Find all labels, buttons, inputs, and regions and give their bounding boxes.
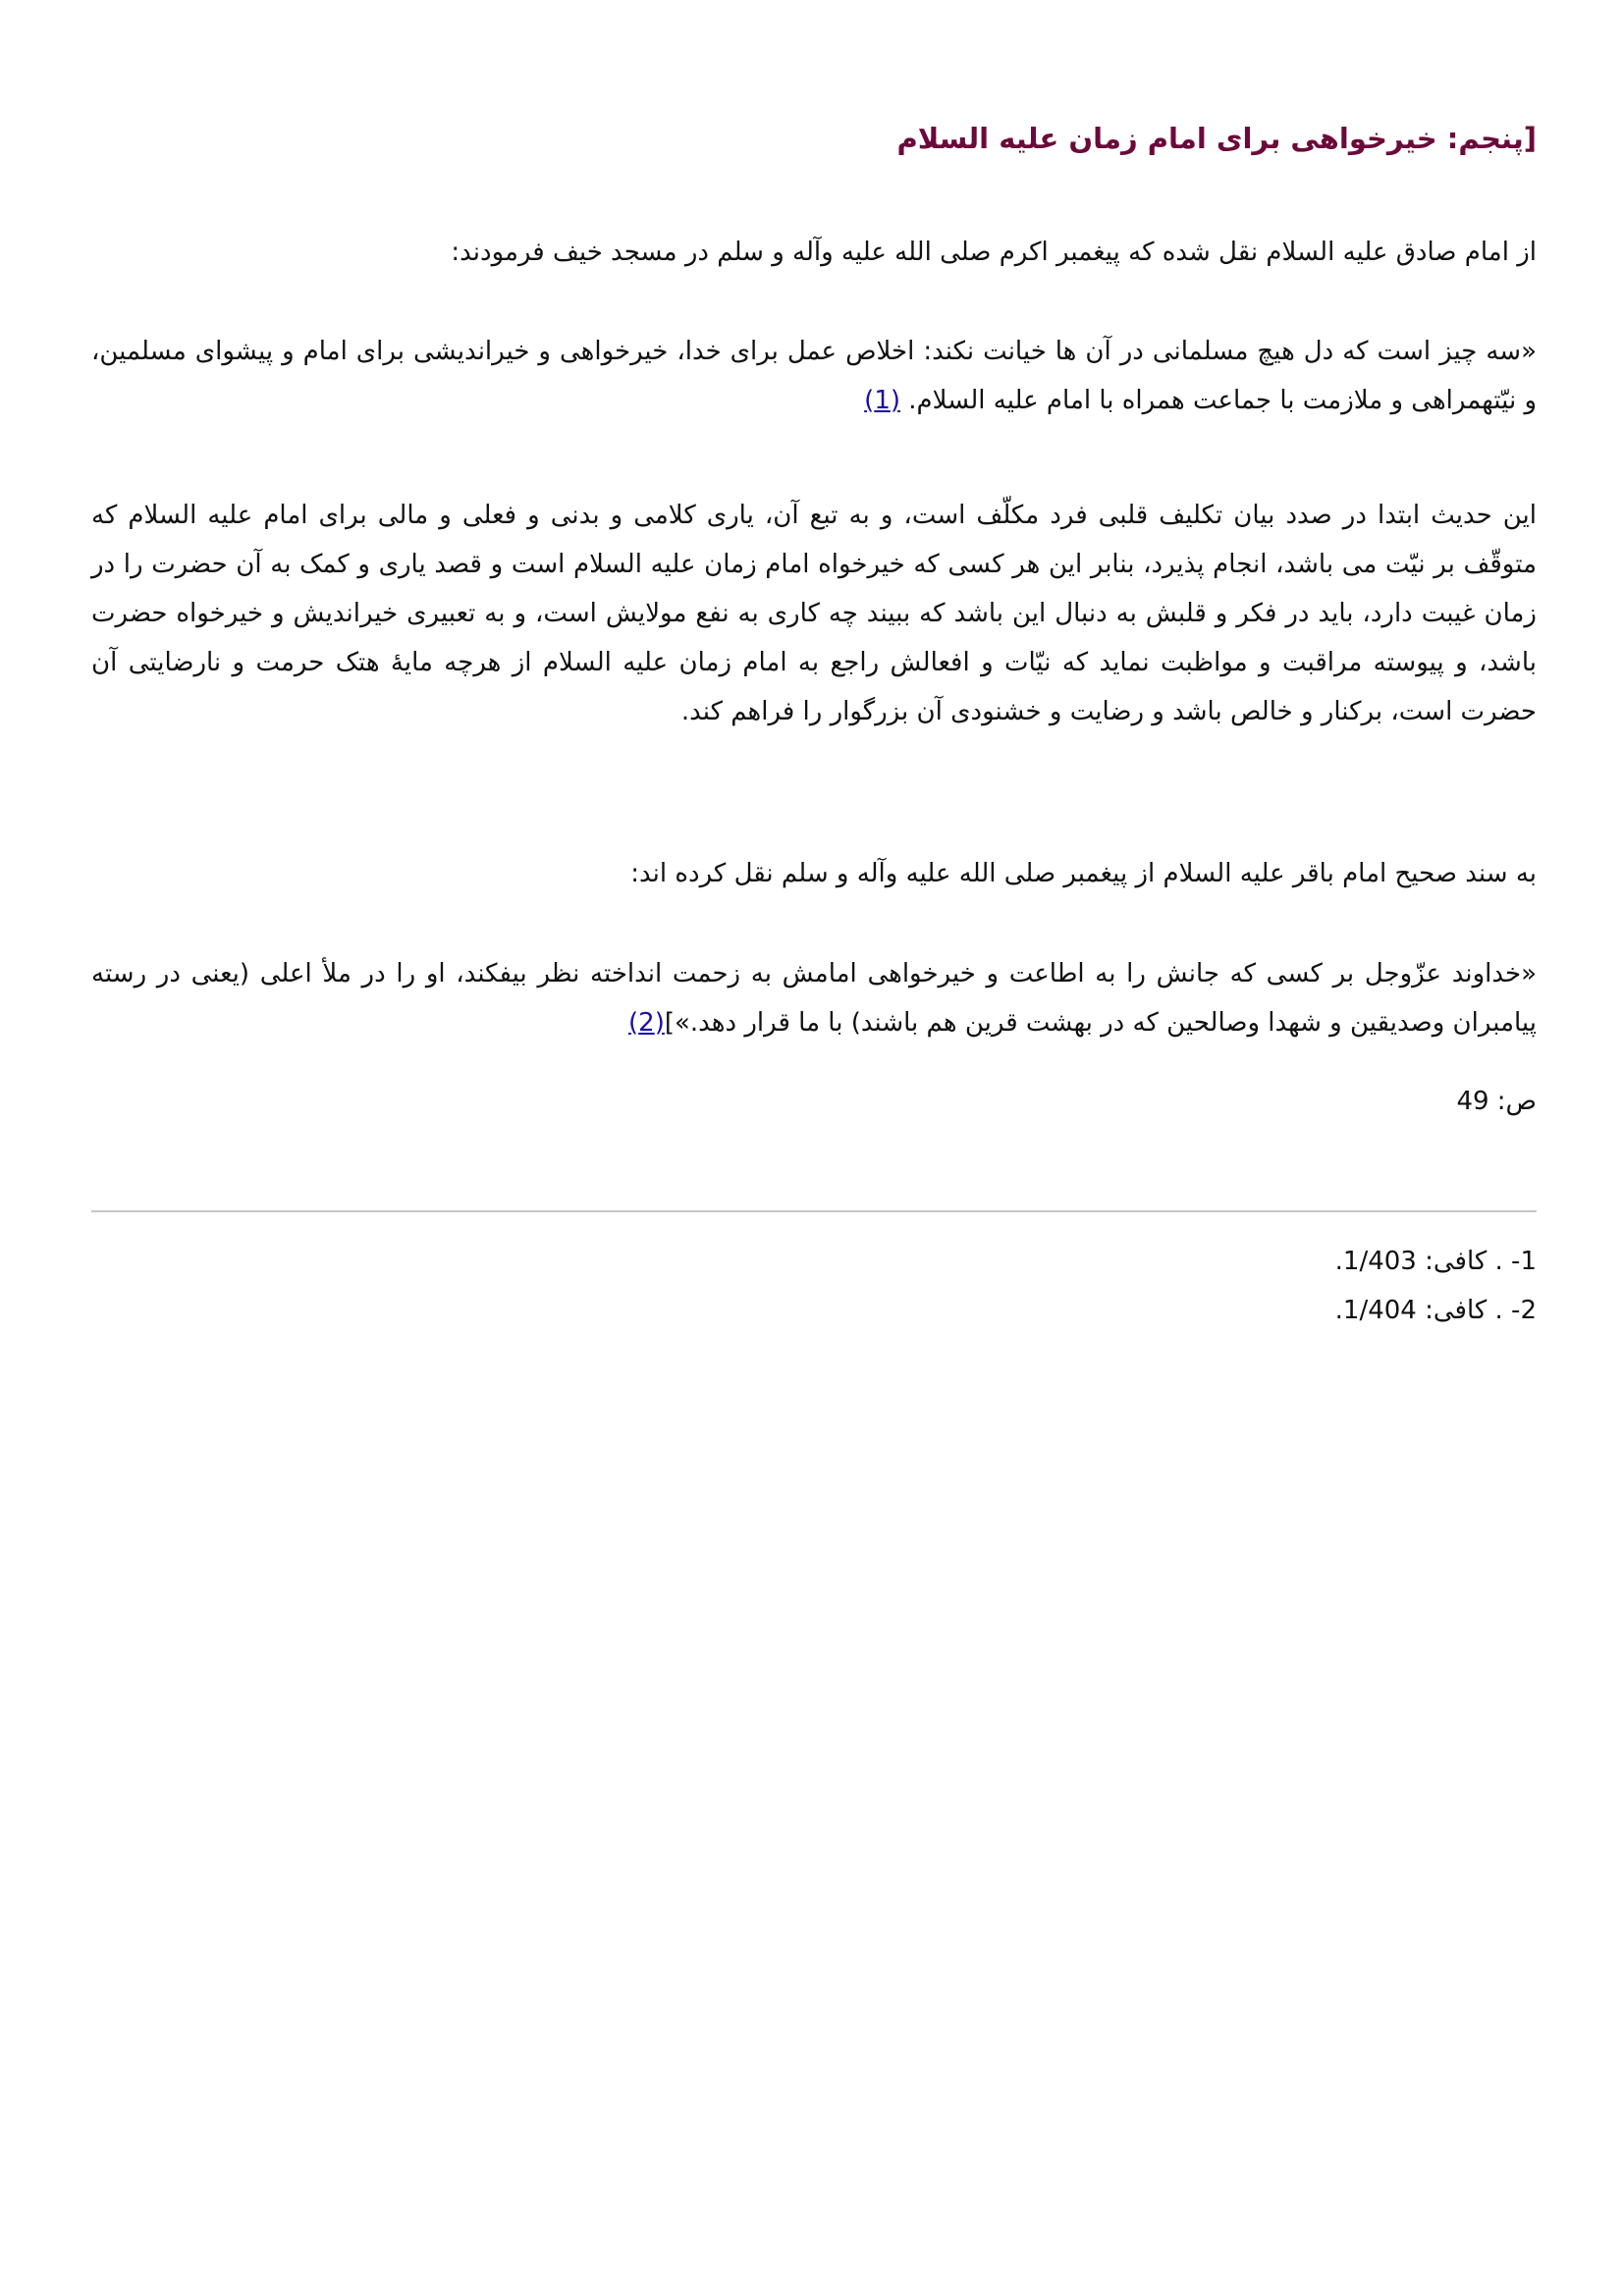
paragraph-hadith-1	[91, 327, 1537, 425]
footnote-link-1[interactable]: (1)	[864, 386, 901, 415]
paragraph-chain: به سند صحیح امام باقر علیه السلام از پیغمبر صلی الله علیه وآله و سلم نقل کرده اند:	[630, 859, 1537, 888]
section-heading: [پنجم: خیرخواهی برای امام زمان علیه السلام	[896, 122, 1537, 155]
footnote-link-2[interactable]: (2)	[627, 1008, 665, 1038]
paragraph-hadith-2	[91, 949, 1537, 1047]
footnote-divider	[91, 1210, 1537, 1212]
hadith-2-text: «خداوند عزّوجل بر کسی که جانش را به اطاعت و خیرخواهی امامش به زحمت انداخته نظر بیفکند، او را در ملأ اعلی (یعنی در رسته پیامبران وصدیقین و شهدا وصالحین که در بهشت قرین هم باشند) با ما قرار دهد.»]	[91, 959, 1537, 1038]
footnote-2: 2- . کافی: 1/404.	[1334, 1296, 1537, 1325]
footnote-1: 1- . کافی: 1/403.	[1334, 1247, 1537, 1276]
hadith-1-text: «سه چیز است که دل هیچ مسلمانی در آن ها خیانت نکند: اخلاص عمل برای خدا، خیرخواهی و خیراندیشی برای امام و پیشوای مسلمین، و نیّتهمراهی و ملازمت با جماعت همراه با امام علیه السلام.	[91, 337, 1537, 415]
footnotes	[91, 1237, 1537, 1335]
paragraph-intro: از امام صادق علیه السلام نقل شده که پیغمبر اکرم صلی الله علیه وآله و سلم در مسجد خیف فرمودند:	[451, 238, 1537, 267]
page-number: ص: 49	[1456, 1087, 1537, 1116]
paragraph-explanation: این حدیث ابتدا در صدد بیان تکلیف قلبی فرد مکلّف است، و به تبع آن، یاری کلامی و بدنی و فعلی و مالی برای امام علیه السلام که متوقّف بر نیّت می باشد، انجام پذیرد، بنابر این هر کسی که خیرخواه امام زمان علیه السلام است و قصد یاری و کمک به آن حضرت را در زمان غیبت دارد، باید در فکر و قلبش به دنبال این باشد که ببیند چه کاری به نفع مولایش است، و به تعبیری خیراندیش و خیرخواه حضرت باشد، و پیوسته مراقبت و مواظبت نماید که نیّات و افعالش راجع به امام زمان علیه السلام از هرچه مایهٔ هتک حرمت و نارضایتی آن حضرت است، برکنار و خالص باشد و رضایت و خشنودی آن بزرگوار را فراهم کند.	[91, 501, 1537, 726]
